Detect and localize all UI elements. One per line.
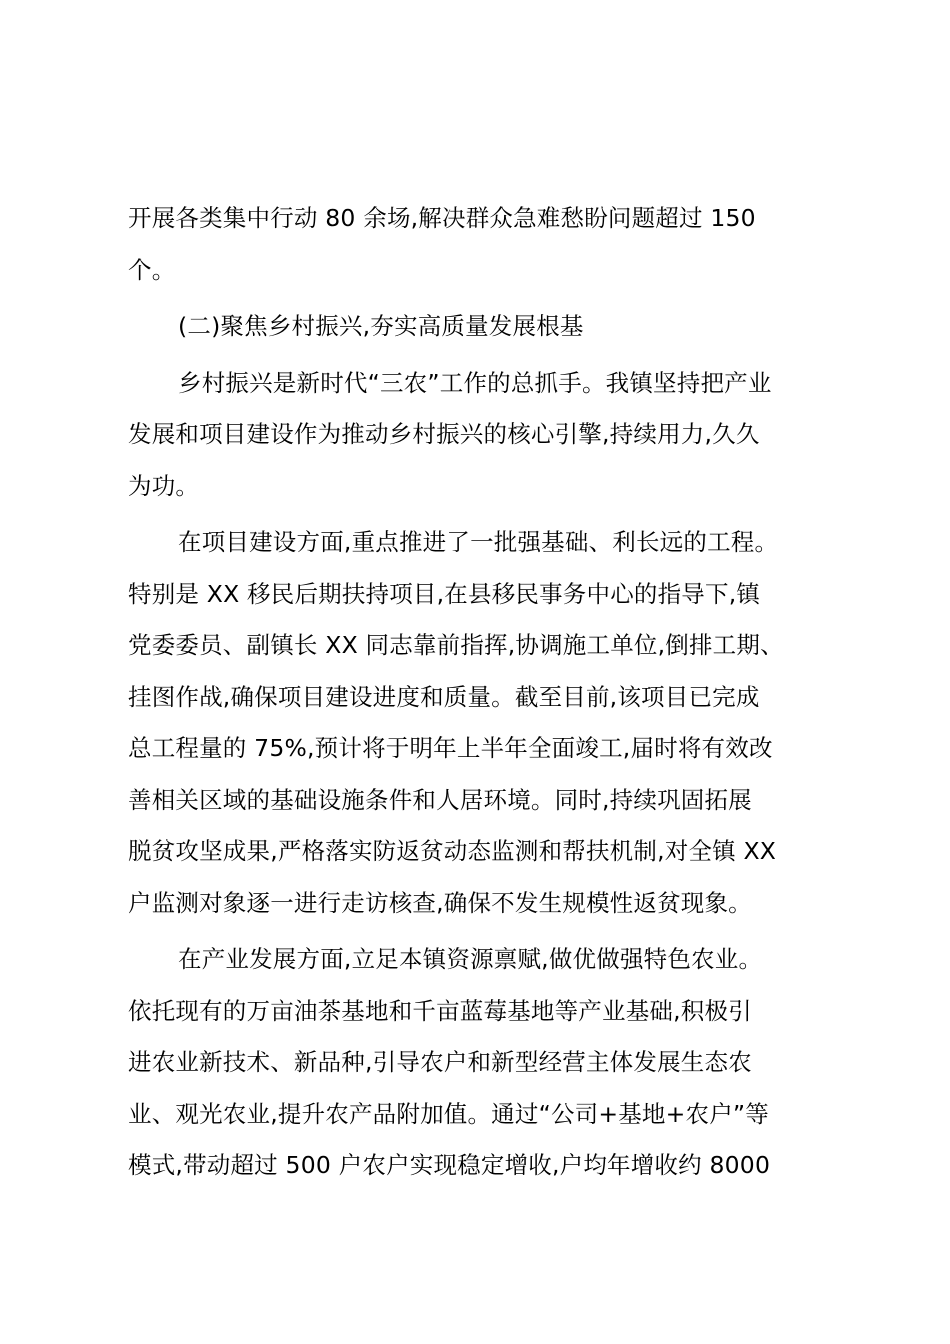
- text-line: 在产业发展方面,立足本镇资源禀赋,做优做强特色农业。: [178, 945, 763, 973]
- text-line: 党委委员、副镇长 XX 同志靠前指挥,协调施工单位,倒排工期、: [128, 631, 784, 659]
- text-line: 个。: [128, 255, 176, 284]
- section-heading: [128, 301, 828, 353]
- paragraph-project-construction: [128, 517, 828, 929]
- text-line: 在项目建设方面,重点推进了一批强基础、利长远的工程。: [178, 528, 779, 556]
- text-line: 脱贫攻坚成果,严格落实防返贫动态监测和帮扶机制,对全镇 XX: [128, 837, 777, 865]
- paragraph-intro: [128, 358, 828, 513]
- paragraph-industry-development: [128, 934, 828, 1192]
- text-line: 特别是 XX 移民后期扶持项目,在县移民事务中心的指导下,镇: [128, 579, 761, 608]
- text-line: 挂图作战,确保项目建设进度和质量。截至目前,该项目已完成: [128, 682, 760, 711]
- document-page: [128, 193, 828, 1192]
- text-line: 依托现有的万亩油茶基地和千亩蓝莓基地等产业基础,积极引: [128, 996, 752, 1025]
- text-line: 进农业新技术、新品种,引导农户和新型经营主体发展生态农: [128, 1048, 752, 1076]
- heading-text: (二)聚焦乡村振兴,夯实高质量发展根基: [178, 312, 584, 340]
- paragraph-continuation: [128, 193, 828, 296]
- text-line: 户监测对象逐一进行走访核查,确保不发生规模性返贫现象。: [128, 888, 752, 917]
- text-line: 总工程量的 75%,预计将于明年上半年全面竣工,届时将有效改: [128, 734, 773, 762]
- text-line: 开展各类集中行动 80 余场,解决群众急难愁盼问题超过 150: [128, 204, 756, 232]
- text-line: 为功。: [128, 471, 200, 500]
- text-line: 发展和项目建设作为推动乡村振兴的核心引擎,持续用力,久久: [128, 420, 760, 448]
- text-line: 乡村振兴是新时代“三农”工作的总抓手。我镇坚持把产业: [178, 368, 772, 397]
- text-line: 善相关区域的基础设施条件和人居环境。同时,持续巩固拓展: [128, 785, 752, 814]
- text-line: 模式,带动超过 500 户农户实现稳定增收,户均年增收约 8000: [128, 1151, 771, 1179]
- text-line: 业、观光农业,提升农产品附加值。通过“公司+基地+农户”等: [128, 1099, 769, 1128]
